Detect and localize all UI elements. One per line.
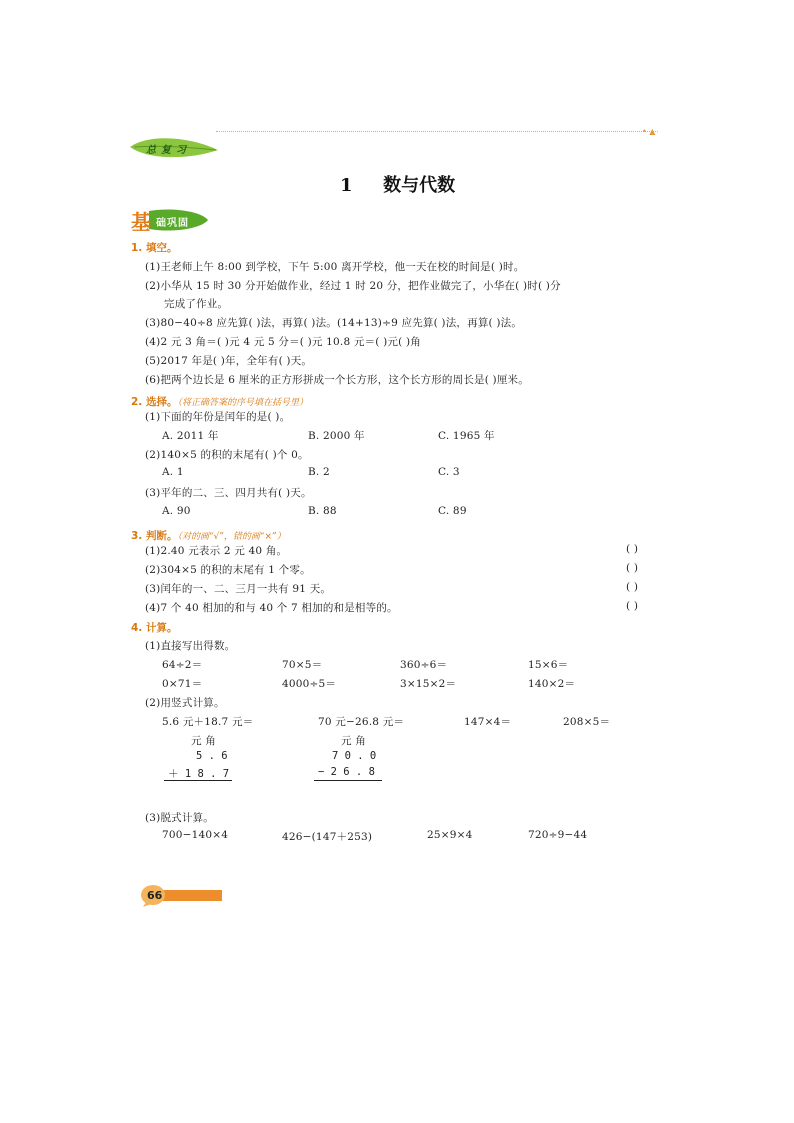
- calc-r4-3: 25×9×4: [427, 829, 473, 841]
- choice-q3-b: B. 88: [308, 505, 337, 517]
- choice-q1-b: B. 2000 年: [308, 430, 365, 442]
- choice-q1-a: A. 2011 年: [162, 430, 219, 442]
- calc-r4-4: 720÷9−44: [528, 829, 588, 841]
- vert2-top: 7 0 . 0: [332, 750, 377, 762]
- calc-r3-2: 70 元−26.8 元＝: [318, 716, 405, 728]
- judge-q1: (1)2.40 元表示 2 元 40 角。: [145, 545, 288, 557]
- calc-r2-2: 4000÷5＝: [282, 678, 337, 690]
- header-corner-mark: • ▲: [642, 127, 656, 136]
- calc-r1-3: 360÷6＝: [400, 659, 448, 671]
- choice-q1-c: C. 1965 年: [438, 430, 495, 442]
- judge-q4-paren: ( ): [626, 600, 639, 612]
- badge-text: 础巩固: [156, 218, 189, 229]
- section-2-note: （将正确答案的序号填在括号里）: [177, 398, 308, 408]
- section-3-note: （对的画“√”，错的画“×”）: [177, 532, 286, 542]
- choice-q3-a: A. 90: [162, 505, 191, 517]
- fill-q4: (4)2 元 3 角＝( )元 4 元 5 分＝( )元 10.8 元＝( )元( )角: [145, 336, 421, 348]
- section-2-title: 2. 选择。: [131, 396, 178, 408]
- calc-r1-2: 70×5＝: [282, 659, 323, 671]
- calc-r2-4: 140×2＝: [528, 678, 576, 690]
- vert1-line: [164, 780, 232, 781]
- calc-r4-1: 700−140×4: [162, 829, 229, 841]
- choice-q2: (2)140×5 的积的末尾有( )个 0。: [145, 449, 309, 461]
- judge-q4: (4)7 个 40 相加的和与 40 个 7 相加的和是相等的。: [145, 602, 398, 614]
- fill-q2: (2)小华从 15 时 30 分开始做作业，经过 1 时 20 分，把作业做完了，小华在( )时( )分: [145, 280, 561, 292]
- calc-r3-1: 5.6 元＋18.7 元＝: [162, 716, 254, 728]
- calc-r2-3: 3×15×2＝: [400, 678, 457, 690]
- page-number: 66: [147, 889, 163, 902]
- vert2-line: [314, 780, 382, 781]
- judge-q3: (3)闰年的一、二、三月一共有 91 天。: [145, 583, 332, 595]
- fill-q6: (6)把两个边长是 6 厘米的正方形拼成一个长方形，这个长方形的周长是( )厘米。: [145, 374, 529, 386]
- badge-big-char: 基: [131, 210, 151, 234]
- section-2-heading: [131, 390, 308, 409]
- section-3-heading: [131, 524, 286, 543]
- section-4-heading: 4. 计算。: [131, 622, 178, 634]
- header-tag: 总复习: [146, 145, 191, 156]
- vert1-unit: 元 角: [191, 735, 216, 747]
- calc-part1-label: (1)直接写出得数。: [145, 640, 236, 652]
- choice-q2-b: B. 2: [308, 466, 330, 478]
- choice-q1: (1)下面的年份是闰年的是( )。: [145, 411, 291, 423]
- title-number: 1: [340, 175, 353, 196]
- judge-q3-paren: ( ): [626, 581, 639, 593]
- vert2-unit: 元 角: [341, 735, 366, 747]
- judge-q2: (2)304×5 的积的末尾有 1 个零。: [145, 564, 311, 576]
- section-1-heading: 1. 填空。: [131, 242, 178, 254]
- choice-q2-c: C. 3: [438, 466, 460, 478]
- fill-q2-cont: 完成了作业。: [164, 298, 229, 310]
- calc-r1-1: 64÷2＝: [162, 659, 203, 671]
- fill-q3: (3)80−40÷8 应先算( )法，再算( )法。(14+13)÷9 应先算( )法，再算( )法。: [145, 317, 523, 329]
- calc-r1-4: 15×6＝: [528, 659, 569, 671]
- vert1-top: 5 . 6: [196, 750, 228, 762]
- judge-q2-paren: ( ): [626, 562, 639, 574]
- choice-q2-a: A. 1: [162, 466, 184, 478]
- section-3-title: 3. 判断。: [131, 530, 178, 542]
- page-title: [340, 171, 455, 197]
- fill-q5: (5)2017 年是( )年，全年有( )天。: [145, 355, 313, 367]
- title-text: 数与代数: [383, 175, 456, 196]
- vert2-bottom: − 2 6 . 8: [318, 766, 375, 778]
- vert1-bottom: ＋ 1 8 . 7: [168, 768, 230, 780]
- choice-q3-c: C. 89: [438, 505, 467, 517]
- calc-r4-2: 426−(147＋253): [282, 831, 373, 843]
- header-dotted-rule: [216, 131, 658, 132]
- judge-q1-paren: ( ): [626, 543, 639, 555]
- calc-r2-1: 0×71＝: [162, 678, 203, 690]
- calc-part2-label: (2)用竖式计算。: [145, 697, 225, 709]
- calc-r3-3: 147×4＝: [464, 716, 512, 728]
- fill-q1: (1)王老师上午 8:00 到学校，下午 5:00 离开学校，他一天在校的时间是( )时。: [145, 261, 525, 273]
- calc-part3-label: (3)脱式计算。: [145, 812, 214, 824]
- choice-q3: (3)平年的二、三、四月共有( )天。: [145, 487, 312, 499]
- calc-r3-4: 208×5＝: [563, 716, 611, 728]
